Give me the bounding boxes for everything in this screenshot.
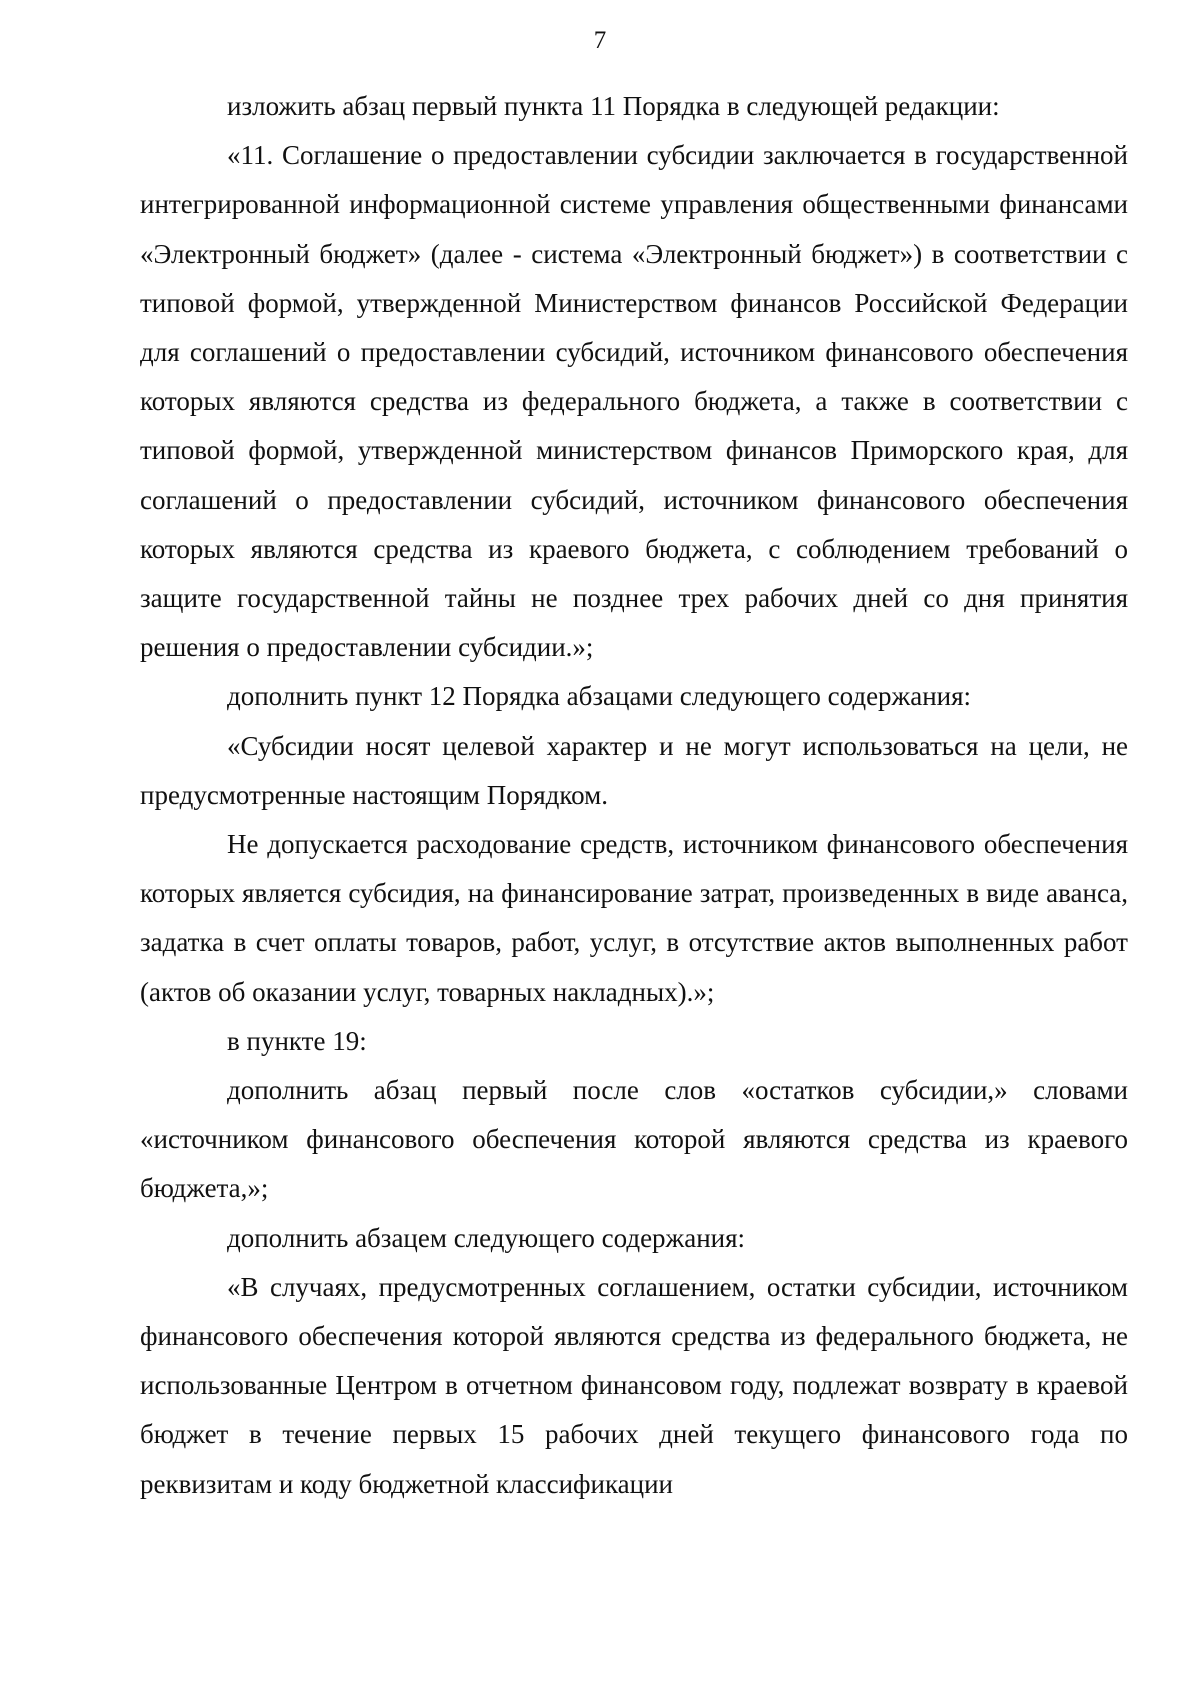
paragraph-remaining-subsidy-return: «В случаях, предусмотренных соглашением, остатки субсидии, источником финансового обеспечения которой являются средства из федерального бюджета, не использованные Центром в отчетном финансовом году, подлежат возврату в краевой бюджет в течение первых 15 рабочих дней текущего финансового года по реквизитам и коду бюджетной классификации bbox=[140, 1271, 1128, 1499]
paragraph-advance-prohibition: Не допускается расходование средств, источником финансового обеспечения которых является субсидия, на финансирование затрат, произведенных в виде аванса, задатка в счет оплаты товаров, работ, услуг, в отсутствие актов выполненных работ (актов об оказании услуг, товарных накладных).»; bbox=[140, 829, 1128, 1007]
paragraph-clause-19-intro: в пункте 19: bbox=[227, 1025, 367, 1056]
paragraph-subsidy-purpose: «Субсидии носят целевой характер и не могут использоваться на цели, не предусмотренные настоящим Порядком. bbox=[140, 730, 1128, 810]
paragraph-clause-19-add-intro: дополнить абзацем следующего содержания: bbox=[227, 1222, 746, 1253]
paragraph-clause-19-first-amend: дополнить абзац первый после слов «остатков субсидии,» словами «источником финансового обеспечения которой являются средства из краевого бюджета,»; bbox=[140, 1075, 1128, 1204]
paragraph-amend-clause-12-intro: дополнить пункт 12 Порядка абзацами следующего содержания: bbox=[227, 681, 972, 712]
paragraph-clause-11-text: «11. Соглашение о предоставлении субсидии заключается в государственной интегрированной информационной системе управления общественными финансами «Электронный бюджет» (далее - система «Электронный бюджет») в соответствии с типовой формой, утвержденной Министерством финансов Российской Федерации для соглашений о предоставлении субсидий, источником финансового обеспечения которых являются средства из федерального бюджета, а также в соответствии с типовой формой, утвержденной министерством финансов Приморского края, для соглашений о предоставлении субсидий, источником финансового обеспечения которых являются средства из краевого бюджета, с соблюдением требований о защите государственной тайны не позднее трех рабочих дней со дня принятия решения о предоставлении субсидии.»; bbox=[140, 140, 1128, 663]
page-number: 7 bbox=[593, 27, 607, 54]
document-body bbox=[140, 82, 1128, 1509]
paragraph-amend-clause-11-intro: изложить абзац первый пункта 11 Порядка в следующей редакции: bbox=[227, 91, 1000, 121]
